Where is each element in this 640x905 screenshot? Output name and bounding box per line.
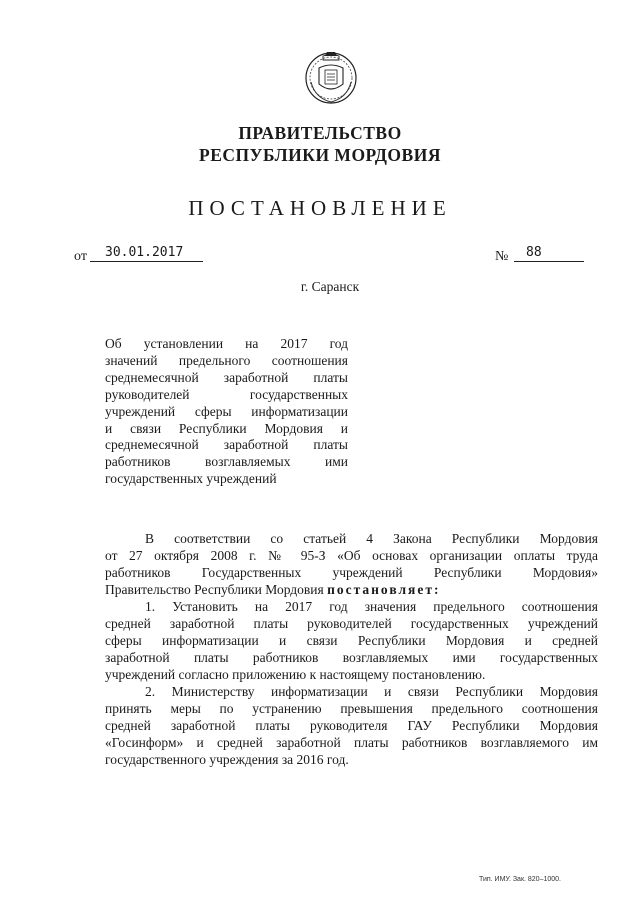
decree-word: постановляет: <box>327 582 441 597</box>
item2-line: 2. Министерству информатизации и связи Республики Мордовия <box>145 684 598 699</box>
title-line: учреждений сферы информатизации <box>105 403 348 419</box>
preamble-last-prefix: Правительство Республики Мордовия <box>105 582 324 597</box>
preamble-line: от 27 октября 2008 г. № 95-З «Об основах организации оплаты труда <box>105 548 598 563</box>
date-label: от <box>74 249 87 264</box>
title-line: Об установлении на 2017 год <box>105 336 348 351</box>
item2-line: средней заработной платы руководителя ГАУ Республики Мордовия <box>105 718 598 733</box>
document-type: ПОСТАНОВЛЕНИЕ <box>188 196 452 220</box>
item1-line: заработной платы работников возглавляемых ими государственных <box>105 650 598 665</box>
item1-line: 1. Установить на 2017 год значения предельного соотношения <box>145 599 598 614</box>
title-line: работников возглавляемых ими <box>105 454 348 470</box>
coat-of-arms-icon <box>303 48 359 108</box>
number-label: № <box>495 249 509 264</box>
item1-line: учреждений согласно приложению к настоящему постановлению. <box>105 667 486 682</box>
preamble-line: работников Государственных учреждений Республики Мордовия» <box>105 565 598 580</box>
title-line: руководителей государственных <box>105 386 348 402</box>
item2-line: государственного учреждения за 2016 год. <box>105 752 349 767</box>
government-title-line1: ПРАВИТЕЛЬСТВО <box>238 123 402 143</box>
date-value: 30.01.2017 <box>90 245 203 262</box>
title-line: значений предельного соотношения <box>105 352 348 368</box>
preamble-line: В соответствии со статьей 4 Закона Республики Мордовия <box>145 531 598 546</box>
item2-line: «Госинформ» и средней заработной платы работников возглавляемого им <box>105 735 598 750</box>
item1-line: сферы информатизации и связи Республики Мордовия и средней <box>105 633 598 648</box>
city: г. Саранск <box>300 279 360 294</box>
preamble-line <box>105 581 598 598</box>
document-body <box>105 530 598 768</box>
title-line: государственных учреждений <box>105 471 277 487</box>
number-value: 88 <box>514 245 584 262</box>
government-title-line2: РЕСПУБЛИКИ МОРДОВИЯ <box>199 145 441 165</box>
title-line: среднемесячной заработной платы <box>105 437 348 453</box>
item1-line: средней заработной платы руководителей государственных учреждений <box>105 616 598 631</box>
item2-line: принять меры по устранению превышения предельного соотношения <box>105 701 598 716</box>
title-line: и связи Республики Мордовия и <box>105 420 348 436</box>
print-info: Тип. ИМУ. Зак. 820–1000. <box>479 876 561 883</box>
document-title <box>105 336 348 488</box>
title-line: среднемесячной заработной платы <box>105 369 348 385</box>
